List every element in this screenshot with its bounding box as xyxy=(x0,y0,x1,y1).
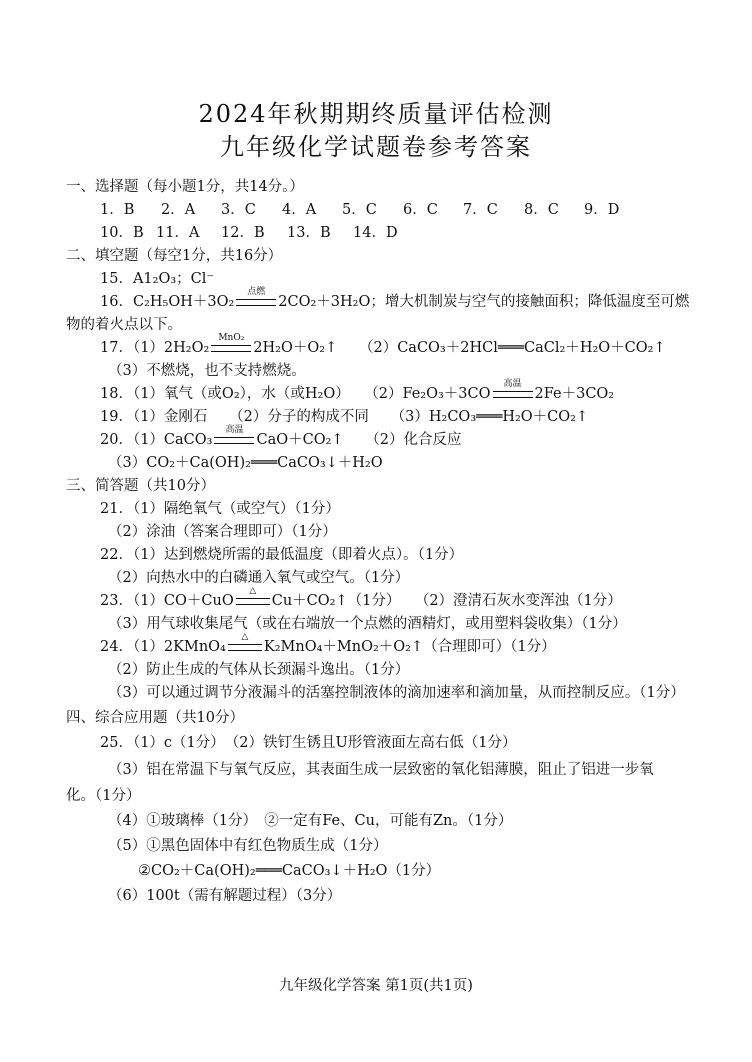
mc-answer: 9．D xyxy=(584,202,620,218)
answer-q15: 15．A1₂O₃；Cl⁻ xyxy=(100,271,215,287)
q18-text-left: 18．（1）氧气（或O₂），水（或H₂O） （2）Fe₂O₃＋3CO xyxy=(100,386,491,402)
q23-equation-left: 23．（1）CO＋CuO xyxy=(100,593,234,609)
condition-label: 高温 xyxy=(225,425,244,435)
answer-q16-cont: 物的着火点以下。 xyxy=(66,317,182,333)
q20-equation-right: CaO＋CO₂↑ （2）化合反应 xyxy=(256,432,462,448)
reaction-condition xyxy=(228,632,262,657)
mc-row1 xyxy=(100,200,619,220)
condition-label: 高温 xyxy=(503,379,522,389)
answer-q20 xyxy=(100,425,462,450)
mc-answer: 11．A xyxy=(156,225,200,241)
answer-q21-2: （2）涂油（答案合理即可）（1分） xyxy=(108,524,337,540)
reaction-condition xyxy=(214,425,254,450)
page-footer: 九年级化学答案 第1页(共1页) xyxy=(279,978,473,994)
q16-equation-left: 16．C₂H₅OH＋3O₂ xyxy=(100,294,235,310)
answer-q17 xyxy=(100,333,666,358)
mc-answer: 14．D xyxy=(353,225,398,241)
q16-equation-right: 2CO₂＋3H₂O；增大机制炭与空气的接触面积；降低温度至可燃 xyxy=(278,294,690,310)
reaction-condition xyxy=(236,586,270,611)
q17-equation-right: 2H₂O＋O₂↑ （2）CaCO₃＋2HCl═══CaCl₂＋H₂O＋CO₂↑ xyxy=(253,340,666,356)
answer-q25-3-cont: 化。（1分） xyxy=(66,788,141,804)
section1-heading: 一、选择题（每小题1分，共14分。） xyxy=(66,179,304,195)
answer-q21-1: 21．（1）隔绝氧气（或空气）（1分） xyxy=(100,501,340,517)
answer-q24-2: （2）防止生成的气体从长颈漏斗逸出。（1分） xyxy=(108,662,410,678)
reaction-condition xyxy=(211,333,251,358)
answer-q16 xyxy=(100,287,690,312)
mc-answer: 13．B xyxy=(287,225,331,241)
answer-q25-5-2: ②CO₂＋Ca(OH)₂═══CaCO₃↓＋H₂O（1分） xyxy=(138,863,441,879)
section3-heading: 三、简答题（共10分） xyxy=(66,478,215,494)
answer-q22-2: （2）向热水中的白磷通入氧气或空气。（1分） xyxy=(108,570,410,586)
reaction-condition xyxy=(493,379,533,404)
mc-answer: 5．C xyxy=(342,202,377,218)
condition-label: 点燃 xyxy=(247,287,266,297)
condition-label: MnO₂ xyxy=(218,333,245,343)
mc-answer: 3．C xyxy=(221,202,256,218)
condition-label: △ xyxy=(249,586,257,596)
answer-q25-6: （6）100t（需有解题过程）（3分） xyxy=(108,888,342,904)
q24-equation-right: K₂MnO₄＋MnO₂＋O₂↑（合理即可）（1分） xyxy=(263,639,556,655)
q20-equation-left: 20．（1）CaCO₃ xyxy=(100,432,213,448)
answer-q23 xyxy=(100,586,622,611)
section4-heading: 四、综合应用题（共10分） xyxy=(66,710,244,726)
mc-answer: 4．A xyxy=(282,202,317,218)
mc-answer: 12．B xyxy=(221,225,265,241)
section2-heading: 二、填空题（每空1分，共16分） xyxy=(66,248,283,264)
mc-answer: 8．C xyxy=(524,202,559,218)
answer-q22-1: 22．（1）达到燃烧所需的最低温度（即着火点）。（1分） xyxy=(100,547,464,563)
mc-answer: 7．C xyxy=(463,202,498,218)
q17-equation-left: 17．（1）2H₂O₂ xyxy=(100,340,210,356)
mc-answer: 1．B xyxy=(100,202,135,218)
mc-answer: 10．B xyxy=(100,225,144,241)
mc-row2 xyxy=(100,223,398,243)
answer-q23-3: （3）用气球收集尾气（或在右端放一个点燃的酒精灯，或用塑料袋收集）（1分） xyxy=(108,616,627,632)
mc-answer: 6．C xyxy=(403,202,438,218)
answer-q25-3: （3）铝在常温下与氧气反应，其表面生成一层致密的氧化铝薄膜，阻止了铝进一步氧 xyxy=(108,762,654,778)
mc-answer: 2．A xyxy=(161,202,196,218)
answer-q24-3: （3）可以通过调节分液漏斗的活塞控制液体的滴加速率和滴加量，从而控制反应。（1分） xyxy=(108,685,685,701)
answer-q19: 19．（1）金刚石 （2）分子的构成不同 （3）H₂CO₃═══H₂O＋CO₂↑ xyxy=(100,409,589,425)
q24-equation-left: 24．（1）2KMnO₄ xyxy=(100,639,226,655)
answer-q24 xyxy=(100,632,556,657)
page-title-line1: 2024年秋期期终质量评估检测 xyxy=(198,100,554,128)
reaction-condition xyxy=(236,287,276,312)
q18-equation-right: 2Fe＋3CO₂ xyxy=(534,386,615,402)
answer-q25-4: （4）①玻璃棒（1分） ②一定有Fe、Cu，可能有Zn。（1分） xyxy=(108,813,513,829)
answer-q20-3: （3）CO₂＋Ca(OH)₂═══CaCO₃↓＋H₂O xyxy=(108,455,383,471)
page-title-line2: 九年级化学试题卷参考答案 xyxy=(220,133,532,161)
answer-q25-5: （5）①黑色固体中有红色物质生成（1分） xyxy=(108,838,388,854)
condition-label: △ xyxy=(241,632,249,642)
answer-q25-1: 25．（1）c（1分） （2）铁钉生锈且U形管液面左高右低（1分） xyxy=(100,735,517,751)
answer-q18 xyxy=(100,379,615,404)
answer-q17-3: （3）不燃烧，也不支持燃烧。 xyxy=(108,363,306,379)
q23-equation-right: Cu＋CO₂↑（1分） （2）澄清石灰水变浑浊（1分） xyxy=(271,593,622,609)
